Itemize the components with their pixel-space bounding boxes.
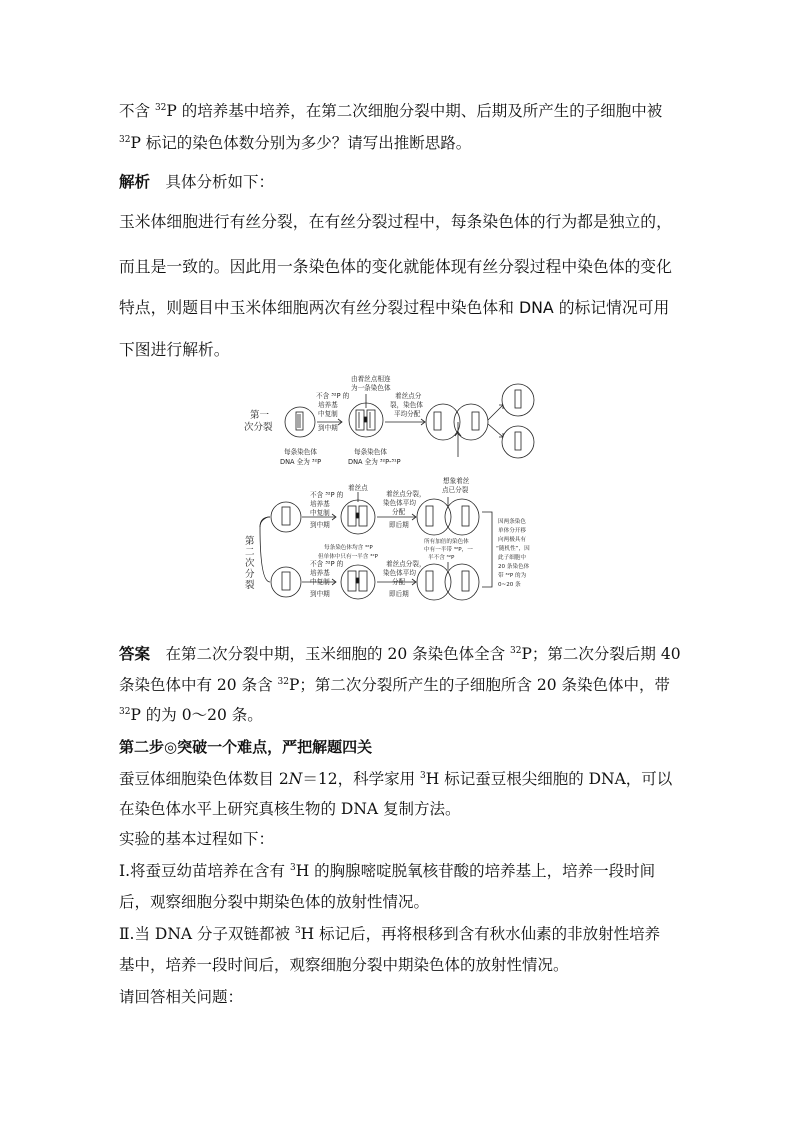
svg-text:即后期: 即后期	[389, 521, 409, 529]
svg-text:DNA 全为 ³²P-³¹P: DNA 全为 ³²P-³¹P	[348, 458, 401, 466]
answer-line-3: $^{32}$P 的为 0～20 条。	[119, 706, 263, 724]
svg-text:由着丝点相连: 由着丝点相连	[351, 375, 391, 383]
svg-text:到中期: 到中期	[310, 521, 330, 529]
svg-text:分配: 分配	[392, 578, 406, 586]
analysis-label: 解析	[119, 173, 151, 191]
svg-text:着丝点: 着丝点	[348, 484, 368, 492]
svg-text:裂: 裂	[245, 580, 255, 591]
step-heading: 第二步◎突破一个难点，严把解题四关	[119, 738, 373, 756]
svg-text:次: 次	[245, 558, 255, 569]
svg-text:DNA 全为 ³²P: DNA 全为 ³²P	[280, 458, 322, 466]
svg-text:到中期: 到中期	[318, 424, 338, 432]
analysis-p1: 玉米体细胞进行有丝分裂，在有丝分裂过程中，每条染色体的行为都是独立的，	[119, 212, 672, 231]
dividing-cell-icon	[426, 404, 460, 440]
dividing-cell-icon	[417, 499, 451, 535]
experiment-line-3: 实验的基本过程如下：	[119, 830, 275, 848]
svg-text:“随机性”，因: “随机性”，因	[496, 546, 530, 552]
analysis-heading: 解析 具体分析如下：	[119, 173, 275, 191]
svg-text:20 条染色体: 20 条染色体	[498, 564, 530, 570]
svg-text:裂，染色体: 裂，染色体	[390, 401, 423, 409]
dividing-cell-icon	[417, 564, 451, 600]
answer-label: 答案	[119, 645, 151, 663]
svg-text:中有一半带 ³²P，一: 中有一半带 ³²P，一	[424, 547, 473, 553]
svg-text:第: 第	[245, 536, 255, 547]
chromosome-icon	[296, 412, 303, 430]
question-line-1: 不含 $^{32}$P 的培养基中培养，在第二次细胞分裂中期、后期及所产生的子细胞中被	[119, 102, 663, 120]
svg-text:染色体平均: 染色体平均	[383, 569, 416, 577]
svg-text:此子细胞中: 此子细胞中	[498, 555, 526, 561]
svg-text:到中期: 到中期	[310, 590, 330, 598]
svg-text:所有加倍的染色体: 所有加倍的染色体	[424, 539, 469, 545]
question-prompt: 请回答相关问题：	[119, 988, 244, 1006]
answer-line-1: 答案 在第二次分裂中期，玉米细胞的 20 条染色体全含 $^{32}$P；第二次分裂后期 40	[119, 645, 681, 663]
analysis-p3: 特点，则题目中玉米体细胞两次有丝分裂过程中染色体和 DNA 的标记情况可用	[119, 298, 670, 317]
svg-text:每条染色体: 每条染色体	[284, 448, 317, 456]
step-two-line-2: 基中，培养一段时间后，观察细胞分裂中期染色体的放射性情况。	[119, 956, 569, 974]
svg-text:想象着丝: 想象着丝	[443, 477, 470, 485]
analysis-p2: 而且是一致的。因此用一条染色体的变化就能体现有丝分裂过程中染色体的变化	[119, 257, 672, 276]
svg-text:每条染色体均含 ³²P: 每条染色体均含 ³²P	[324, 545, 373, 551]
svg-text:不含 ³²P 的: 不含 ³²P 的	[310, 560, 344, 568]
svg-text:培养基: 培养基	[318, 401, 338, 409]
svg-text:中复制: 中复制	[318, 410, 338, 418]
step-two-line-1: Ⅱ.当 DNA 分子双链都被 $^3$H 标记后，再将根移到含有秋水仙素的非放射性培养	[119, 925, 661, 943]
step-one-line-2: 后，观察细胞分裂中期染色体的放射性情况。	[119, 893, 430, 911]
svg-text:带 ³²P 的为: 带 ³²P 的为	[498, 573, 527, 579]
svg-text:培养基: 培养基	[310, 569, 330, 577]
svg-text:平均分配: 平均分配	[394, 410, 421, 418]
svg-text:向两极具有: 向两极具有	[498, 537, 526, 543]
svg-text:着丝点分裂，: 着丝点分裂，	[386, 490, 426, 498]
chromosome-labeling-diagram	[238, 372, 558, 602]
answer-line-2: 条染色体中有 20 条含 $^{32}$P；第二次分裂所产生的子细胞所含 20 条染色体中，带	[119, 676, 670, 694]
question-line-2: $^{32}$P 标记的染色体数分别为多少？请写出推断思路。	[119, 134, 472, 152]
svg-text:每条染色体: 每条染色体	[354, 448, 387, 456]
diagram-label-first: 第一	[250, 410, 270, 421]
svg-text:分: 分	[245, 569, 255, 580]
svg-text:染色体平均: 染色体平均	[383, 499, 416, 507]
experiment-line-1: 蚕豆体细胞染色体数目 2N＝12，科学家用 $^3$H 标记蚕豆根尖细胞的 DNA，可以	[119, 770, 673, 788]
svg-text:单体分开移: 单体分开移	[498, 528, 526, 534]
svg-text:半不含 ³²P: 半不含 ³²P	[428, 555, 455, 561]
svg-text:点已分裂: 点已分裂	[442, 486, 469, 494]
svg-text:0~20 条: 0~20 条	[498, 582, 521, 588]
experiment-line-2: 在染色体水平上研究真核生物的 DNA 复制方法。	[119, 800, 461, 818]
svg-text:中复制: 中复制	[310, 509, 330, 517]
svg-text:不含 ³²P 的: 不含 ³²P 的	[310, 491, 344, 499]
svg-text:分配: 分配	[392, 508, 406, 516]
svg-text:为一条染色体: 为一条染色体	[351, 384, 391, 392]
svg-text:培养基: 培养基	[310, 500, 330, 508]
svg-text:二: 二	[245, 547, 255, 558]
svg-text:着丝点分: 着丝点分	[395, 392, 422, 400]
svg-text:不含 ³²P 的: 不含 ³²P 的	[316, 392, 350, 400]
svg-text:着丝点分裂，: 着丝点分裂，	[386, 560, 426, 568]
svg-text:但单体中只有一半含 ³²P: 但单体中只有一半含 ³²P	[318, 554, 378, 560]
step-one-line-1: Ⅰ.将蚕豆幼苗培养在含有 $^3$H 的胸腺嘧啶脱氧核苷酸的培养基上，培养一段时间	[119, 862, 656, 880]
svg-text:次分裂: 次分裂	[244, 422, 273, 433]
svg-text:因两条染色: 因两条染色	[498, 519, 526, 525]
svg-text:中复制: 中复制	[310, 578, 330, 586]
svg-text:即后期: 即后期	[389, 590, 409, 598]
analysis-p4: 下图进行解析。	[119, 340, 230, 359]
